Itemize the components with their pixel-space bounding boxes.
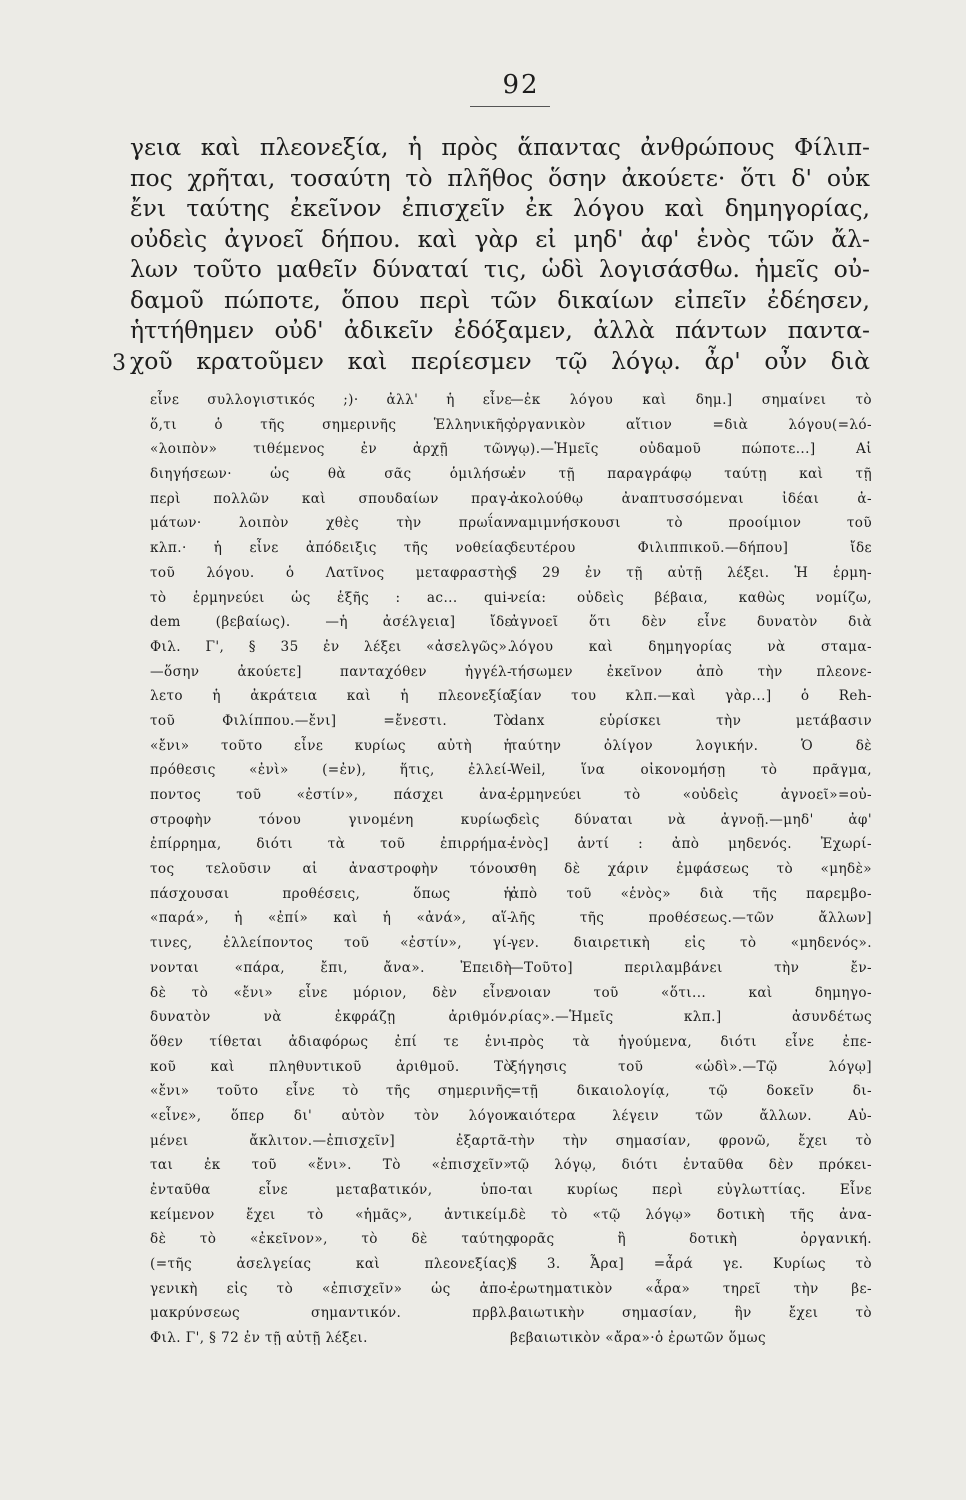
note-line: ἐπίρρημα, διότι τὰ τοῦ ἐπιρρήμα- (150, 836, 512, 853)
note-line: πάσχουσαι προθέσεις, ὅπως ἡ (150, 885, 512, 902)
note-line: ται κυρίως περὶ εὐγλωττίας. Εἶνε (510, 1182, 872, 1198)
note-line: danx εὑρίσκει τὴν μετάβασιν (510, 712, 872, 729)
note-line: —ἐκ λόγου καὶ δημ.] σημαίνει τὸ (510, 392, 872, 408)
note-line: τοῦ Φιλίππου.—ἔνι] =ἔνεστι. Τὸ (150, 712, 512, 729)
note-line: νοιαν τοῦ «ὅτι... καὶ δημηγο- (510, 984, 872, 1001)
note-line: ταύτην ὀλίγον λογικήν. Ὁ δὲ (510, 737, 872, 754)
note-line: γῳ).—Ἡμεῖς οὐδαμοῦ πώποτε...] Αἱ (510, 441, 872, 458)
note-line: γενικὴ εἰς τὸ «ἐπισχεῖν» ὡς ἀπο- (150, 1280, 512, 1297)
note-line: τος τελοῦσιν αἱ ἀναστροφὴν τόνου (150, 861, 512, 878)
note-line: φορᾶς ἢ δοτικὴ ὀργανική. (510, 1231, 872, 1248)
section-marker: 3 (112, 351, 126, 376)
note-line: «παρά», ἡ «ἐπί» καὶ ἡ «ἀνά», αἵ- (150, 910, 512, 927)
main-text (130, 132, 870, 376)
note-line: ἐνταῦθα εἶνε μεταβατικόν, ὑπο- (150, 1182, 512, 1198)
note-line: πρόθεσις «ἐνὶ» (=ἐν), ἥτις, ἐλλεί- (150, 762, 512, 779)
note-line: «εἶνε», ὅπερ δι' αὐτὸν τὸν λόγον (150, 1107, 512, 1124)
note-line: μακρύνσεως σημαντικόν. πρβλ. (150, 1305, 512, 1322)
header-rule (470, 106, 550, 107)
note-line: ξήγησις τοῦ «ὡδὶ».—Τῷ λόγῳ] (510, 1058, 872, 1075)
note-line: λῆς τῆς προθέσεως.—τῶν ἄλλων] (510, 910, 872, 927)
note-line: δὲ τὸ «τῷ λόγῳ» δοτικὴ τῆς ἀνα- (510, 1206, 872, 1223)
note-line: περὶ πολλῶν καὶ σπουδαίων πραγ- (150, 490, 512, 507)
notes-right-column (510, 388, 872, 1351)
main-text-line: ἔνι ταύτης ἐκεῖνον ἐπισχεῖν ἐκ λόγου καὶ δημηγορίας, (130, 194, 870, 222)
main-text-line: λων τοῦτο μαθεῖν δύναταί τις, ὡδὶ λογισάσθω. ἡμεῖς οὐ- (130, 255, 870, 283)
note-line: στροφὴν τόνου γινομένη κυρίως (150, 811, 512, 828)
note-line: βεβαιωτικὸν «ἄρα»·ὁ ἐρωτῶν ὅμως (510, 1330, 766, 1347)
note-line: κείμενον ἔχει τὸ «ἡμᾶς», ἀντικείμ. (150, 1206, 512, 1223)
note-line: διηγήσεων· ὡς θὰ σᾶς ὁμιλήσω (150, 466, 512, 483)
note-line: ἐρωτηματικὸν «ἆρα» τηρεῖ τὴν βε- (510, 1280, 872, 1297)
note-line: dem (βεβαίως). —ἡ ἀσέλγεια] ἴδε (150, 614, 512, 631)
notes-left-column (150, 388, 512, 1351)
note-line: λόγου καὶ δημηγορίας νὰ σταμα- (510, 638, 872, 655)
note-line: δυνατὸν νὰ ἐκφράζῃ ἀριθμόν. (150, 1009, 512, 1026)
note-line: ται ἐκ τοῦ «ἔνι». Τὸ «ἐπισχεῖν» (150, 1157, 512, 1174)
note-line: ὅ,τι ὁ τῆς σημερινῆς Ἑλληνικῆς (150, 416, 512, 433)
note-line: τὴν τὴν σημασίαν, φρονῶ, ἔχει τὸ (510, 1132, 872, 1149)
note-line: δὲ τὸ «ἐκεῖνον», τὸ δὲ ταύτης (150, 1231, 512, 1248)
main-text-line: δαμοῦ πώποτε, ὅπου περὶ τῶν δικαίων εἰπεῖν ἐδέησεν, (130, 285, 870, 314)
note-line: δευτέρου Φιλιππικοῦ.—δήπου] ἴδε (510, 540, 872, 557)
note-line: σθη δὲ χάριν ἐμφάσεως τὸ «μηδὲ» (510, 861, 872, 878)
note-line: ὀργανικὸν αἴτιον =διὰ λόγου(=λό- (510, 416, 872, 433)
note-line: —Τοῦτο] περιλαμβάνει τὴν ἔν- (510, 959, 872, 976)
note-line: ρίας».—Ἡμεῖς κλπ.] ἀσυνδέτως (510, 1009, 872, 1026)
note-line: τινες, ἐλλείποντος τοῦ «ἐστίν», γί- (150, 935, 512, 952)
note-line: «ἔνι» τοῦτο εἶνε κυρίως αὐτὴ ἡ (150, 737, 512, 754)
note-line: λετο ἡ ἀκράτεια καὶ ἡ πλεονεξία (150, 688, 512, 705)
note-line: δεὶς δύναται νὰ ἀγνοῇ.—μηδ' ἀφ' (510, 811, 872, 828)
note-line: ἀγνοεῖ ὅτι δὲν εἶνε δυνατὸν διὰ (510, 614, 872, 631)
note-line: εἶνε συλλογιστικός ;)· ἀλλ' ἡ εἶνε (150, 392, 512, 408)
note-line: § 29 ἐν τῇ αὐτῇ λέξει. Ἡ ἑρμη- (510, 564, 872, 581)
note-line: δὲ τὸ «ἔνι» εἶνε μόριον, δὲν εἶνε (150, 984, 512, 1001)
note-line: τοῦ λόγου. ὁ Λατῖνος μεταφραστὴς (150, 564, 512, 581)
note-line: —ὅσην ἀκούετε] πανταχόθεν ἠγγέλ- (150, 663, 512, 680)
page-number: 92 (502, 70, 540, 100)
note-line: (=τῆς ἀσελγείας καὶ πλεονεξίας) (150, 1256, 512, 1273)
note-line: πρὸς τὰ ἡγούμενα, διότι εἶνε ἐπε- (510, 1033, 872, 1050)
note-line: μάτων· λοιπὸν χθὲς τὴν πρωΐαν (150, 515, 512, 532)
note-line: «λοιπὸν» τιθέμενος ἐν ἀρχῇ τῶν (150, 441, 512, 458)
main-text-line: γεια καὶ πλεονεξία, ἡ πρὸς ἅπαντας ἀνθρώπους Φίλιπ- (130, 133, 870, 161)
note-line: νονται «πάρα, ἔπι, ἄνα». Ἐπειδὴ (150, 959, 512, 976)
note-line: Weil, ἵνα οἰκονομήσῃ τὸ πρᾶγμα, (510, 762, 872, 779)
main-text-line: οὐδεὶς ἀγνοεῖ δήπου. καὶ γὰρ εἰ μηδ' ἀφ' ἑνὸς τῶν ἄλ- (130, 224, 870, 253)
main-text-line: ἡττήθημεν οὐδ' ἀδικεῖν ἐδόξαμεν, ἀλλὰ πάντων παντα- (130, 316, 870, 344)
note-line: Φιλ. Γ', § 35 ἐν λέξει «ἀσελγῶς». (150, 638, 512, 655)
note-line: τὸ ἑρμηνεύει ὡς ἑξῆς : ac... qui- (150, 589, 512, 606)
note-line: «ἔνι» τοῦτο εἶνε τὸ τῆς σημερινῆς (150, 1083, 512, 1100)
note-line: βαιωτικὴν σημασίαν, ἣν ἔχει τὸ (510, 1305, 872, 1322)
note-line: ποντος τοῦ «ἐστίν», πάσχει ἀνα- (150, 787, 512, 803)
note-line: § 3. Ἆρα] =ἆρά γε. Κυρίως τὸ (510, 1256, 872, 1273)
note-line: ἑρμηνεύει τὸ «οὐδεὶς ἀγνοεῖ»=οὐ- (510, 787, 872, 803)
note-line: καιότερα λέγειν τῶν ἄλλων. Αὐ- (510, 1107, 872, 1124)
main-text-line: χοῦ κρατοῦμεν καὶ περίεσμεν τῷ λόγῳ. ἆρ' οὖν διὰ (130, 346, 870, 375)
note-line: Φιλ. Γ', § 72 ἐν τῇ αὐτῇ λέξει. (150, 1330, 368, 1347)
note-line: γεν. διαιρετικὴ εἰς τὸ «μηδενός». (510, 935, 872, 952)
note-line: τήσωμεν ἐκεῖνον ἀπὸ τὴν πλεονε- (510, 663, 872, 680)
note-line: μένει ἄκλιτον.—ἐπισχεῖν] ἐξαρτᾶ- (150, 1132, 512, 1149)
note-line: τῷ λόγῳ, διότι ἐνταῦθα δὲν πρόκει- (510, 1157, 872, 1174)
note-line: ὅθεν τίθεται ἀδιαφόρως ἐπί τε ἑνι- (150, 1033, 512, 1050)
main-text-line: πος χρῆται, τοσαύτη τὸ πλῆθος ὅσην ἀκούετε· ὅτι δ' οὐκ (130, 163, 870, 192)
note-line: νεία: οὐδεὶς βέβαια, καθὼς νομίζω, (510, 589, 872, 606)
note-line: κοῦ καὶ πληθυντικοῦ ἀριθμοῦ. Τὸ (150, 1058, 512, 1075)
note-line: ἐν τῇ παραγράφῳ ταύτῃ καὶ τῇ (510, 466, 872, 483)
note-line: ἀπὸ τοῦ «ἑνὸς» διὰ τῆς παρεμβο- (510, 885, 872, 902)
note-line: ναμιμνήσκουσι τὸ προοίμιον τοῦ (510, 515, 872, 532)
note-line: ξίαν του κλπ.—καὶ γὰρ...] ὁ Reh- (510, 688, 872, 705)
note-line: ἀκολούθῳ ἀναπτυσσόμεναι ἰδέαι ἀ- (510, 490, 872, 507)
note-line: ἑνὸς] ἀντί : ἀπὸ μηδενός. Ἐχωρί- (510, 836, 872, 853)
note-line: κλπ.· ἡ εἶνε ἀπόδειξις τῆς νοθείας (150, 540, 512, 557)
note-line: =τῇ δικαιολογίᾳ, τῷ δοκεῖν δι- (510, 1083, 872, 1100)
